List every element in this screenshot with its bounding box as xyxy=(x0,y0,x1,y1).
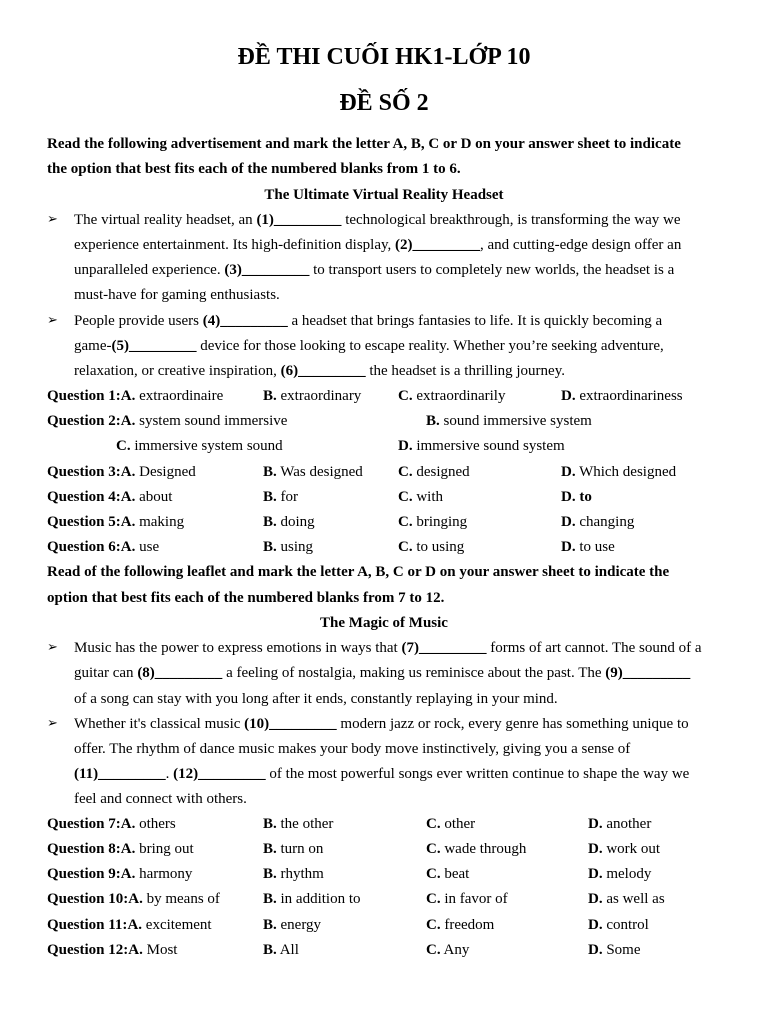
question-10-option-b: B. in addition to xyxy=(263,891,361,907)
bullet-arrow-icon: ➢ xyxy=(47,639,58,654)
question-11-option-c: C. freedom xyxy=(426,917,495,933)
question-12-option-d: D. Some xyxy=(588,942,641,958)
section1-instruction-line1: Read the following advertisement and mark the letter A, B, C or D on your answer sheet to indicate xyxy=(47,136,681,152)
question-6: Question 6:A. use xyxy=(47,539,160,555)
question-10-option-c: C. in favor of xyxy=(426,891,508,907)
bullet-arrow-icon: ➢ xyxy=(47,312,58,327)
bullet-arrow-icon: ➢ xyxy=(47,211,58,226)
question-5-option-d: D. changing xyxy=(561,514,635,530)
question-4: Question 4:A. about xyxy=(47,489,173,505)
exam-subtitle: ĐỀ SỐ 2 xyxy=(339,90,429,116)
question-4-option-d: D. to xyxy=(561,489,592,505)
question-2-option-d: D. immersive sound system xyxy=(398,438,565,454)
s1-para1-line3: unparalleled experience. (3)_________ to transport users to completely new worlds, the headset is a xyxy=(74,262,675,278)
question-2: Question 2:A. system sound immersive xyxy=(47,413,288,429)
s2-para2-line1: Whether it's classical music (10)_________ modern jazz or rock, every genre has something unique to xyxy=(74,716,689,732)
question-8: Question 8:A. bring out xyxy=(47,841,194,857)
question-2-option-c: C. immersive system sound xyxy=(116,438,283,454)
s1-para2-line2: game-(5)_________ device for those looking to escape reality. Whether you’re seeking adventure, xyxy=(74,338,664,354)
bullet-arrow-icon: ➢ xyxy=(47,715,58,730)
question-9-option-b: B. rhythm xyxy=(263,866,324,882)
question-6-option-b: B. using xyxy=(263,539,314,555)
s2-para2-line3: (11)_________. (12)_________ of the most powerful songs ever written continue to shape the way we xyxy=(74,766,690,782)
question-9: Question 9:A. harmony xyxy=(47,866,193,882)
section2-instruction-line2: option that best fits each of the numbered blanks from 7 to 12. xyxy=(47,590,445,606)
s1-para2-line1: People provide users (4)_________ a headset that brings fantasies to life. It is quickly becoming a xyxy=(74,313,663,329)
question-4-option-b: B. for xyxy=(263,489,299,505)
question-1-option-c: C. extraordinarily xyxy=(398,388,506,404)
s1-para1-line2: experience entertainment. Its high-definition display, (2)_________, and cutting-edge design offer an xyxy=(74,237,682,253)
question-7: Question 7:A. others xyxy=(47,816,176,832)
question-11-option-b: B. energy xyxy=(263,917,322,933)
question-8-option-c: C. wade through xyxy=(426,841,527,857)
section1-heading: The Ultimate Virtual Reality Headset xyxy=(264,187,504,203)
s2-para1-line1: Music has the power to express emotions in ways that (7)_________ forms of art cannot. The sound of a xyxy=(74,640,702,656)
section1-instruction-line2: the option that best fits each of the numbered blanks from 1 to 6. xyxy=(47,161,461,177)
question-3-option-c: C. designed xyxy=(398,464,470,480)
question-10: Question 10:A. by means of xyxy=(47,891,220,907)
question-3-option-b: B. Was designed xyxy=(263,464,363,480)
s1-para1-line1: The virtual reality headset, an (1)_________ technological breakthrough, is transforming the way we xyxy=(74,212,681,228)
question-10-option-d: D. as well as xyxy=(588,891,665,907)
question-12: Question 12:A. Most xyxy=(47,942,178,958)
question-1-option-d: D. extraordinariness xyxy=(561,388,683,404)
question-12-option-b: B. All xyxy=(263,942,299,958)
s2-para1-line3: of a song can stay with you long after it ends, constantly replaying in your mind. xyxy=(74,691,558,707)
s1-para1-line4: must-have for gaming enthusiasts. xyxy=(74,287,280,303)
exam-title: ĐỀ THI CUỐI HK1-LỚP 10 xyxy=(237,44,531,70)
s1-para2-line3: relaxation, or creative inspiration, (6)_________ the headset is a thrilling journey. xyxy=(74,363,565,379)
question-1: Question 1:A. extraordinaire xyxy=(47,388,224,404)
s2-para2-line2: offer. The rhythm of dance music makes your body move instinctively, giving you a sense of xyxy=(74,741,631,757)
question-6-option-d: D. to use xyxy=(561,539,615,555)
question-4-option-c: C. with xyxy=(398,489,444,505)
section2-heading: The Magic of Music xyxy=(320,615,448,631)
question-5-option-c: C. bringing xyxy=(398,514,468,530)
question-8-option-b: B. turn on xyxy=(263,841,324,857)
question-6-option-c: C. to using xyxy=(398,539,465,555)
s2-para1-line2: guitar can (8)_________ a feeling of nostalgia, making us reminisce about the past. The (9)_________ xyxy=(74,665,691,681)
question-11: Question 11:A. excitement xyxy=(47,917,212,933)
question-7-option-c: C. other xyxy=(426,816,476,832)
question-8-option-d: D. work out xyxy=(588,841,661,857)
question-9-option-c: C. beat xyxy=(426,866,470,882)
question-3: Question 3:A. Designed xyxy=(47,464,196,480)
question-3-option-d: D. Which designed xyxy=(561,464,677,480)
question-2-option-b: B. sound immersive system xyxy=(426,413,592,429)
question-1-option-b: B. extraordinary xyxy=(263,388,362,404)
s2-para2-line4: feel and connect with others. xyxy=(74,791,247,807)
section2-instruction-line1: Read of the following leaflet and mark the letter A, B, C or D on your answer sheet to indicate the xyxy=(47,564,670,580)
question-5: Question 5:A. making xyxy=(47,514,185,530)
question-9-option-d: D. melody xyxy=(588,866,652,882)
question-12-option-c: C. Any xyxy=(426,942,470,958)
question-11-option-d: D. control xyxy=(588,917,649,933)
question-7-option-b: B. the other xyxy=(263,816,334,832)
question-7-option-d: D. another xyxy=(588,816,652,832)
question-5-option-b: B. doing xyxy=(263,514,315,530)
